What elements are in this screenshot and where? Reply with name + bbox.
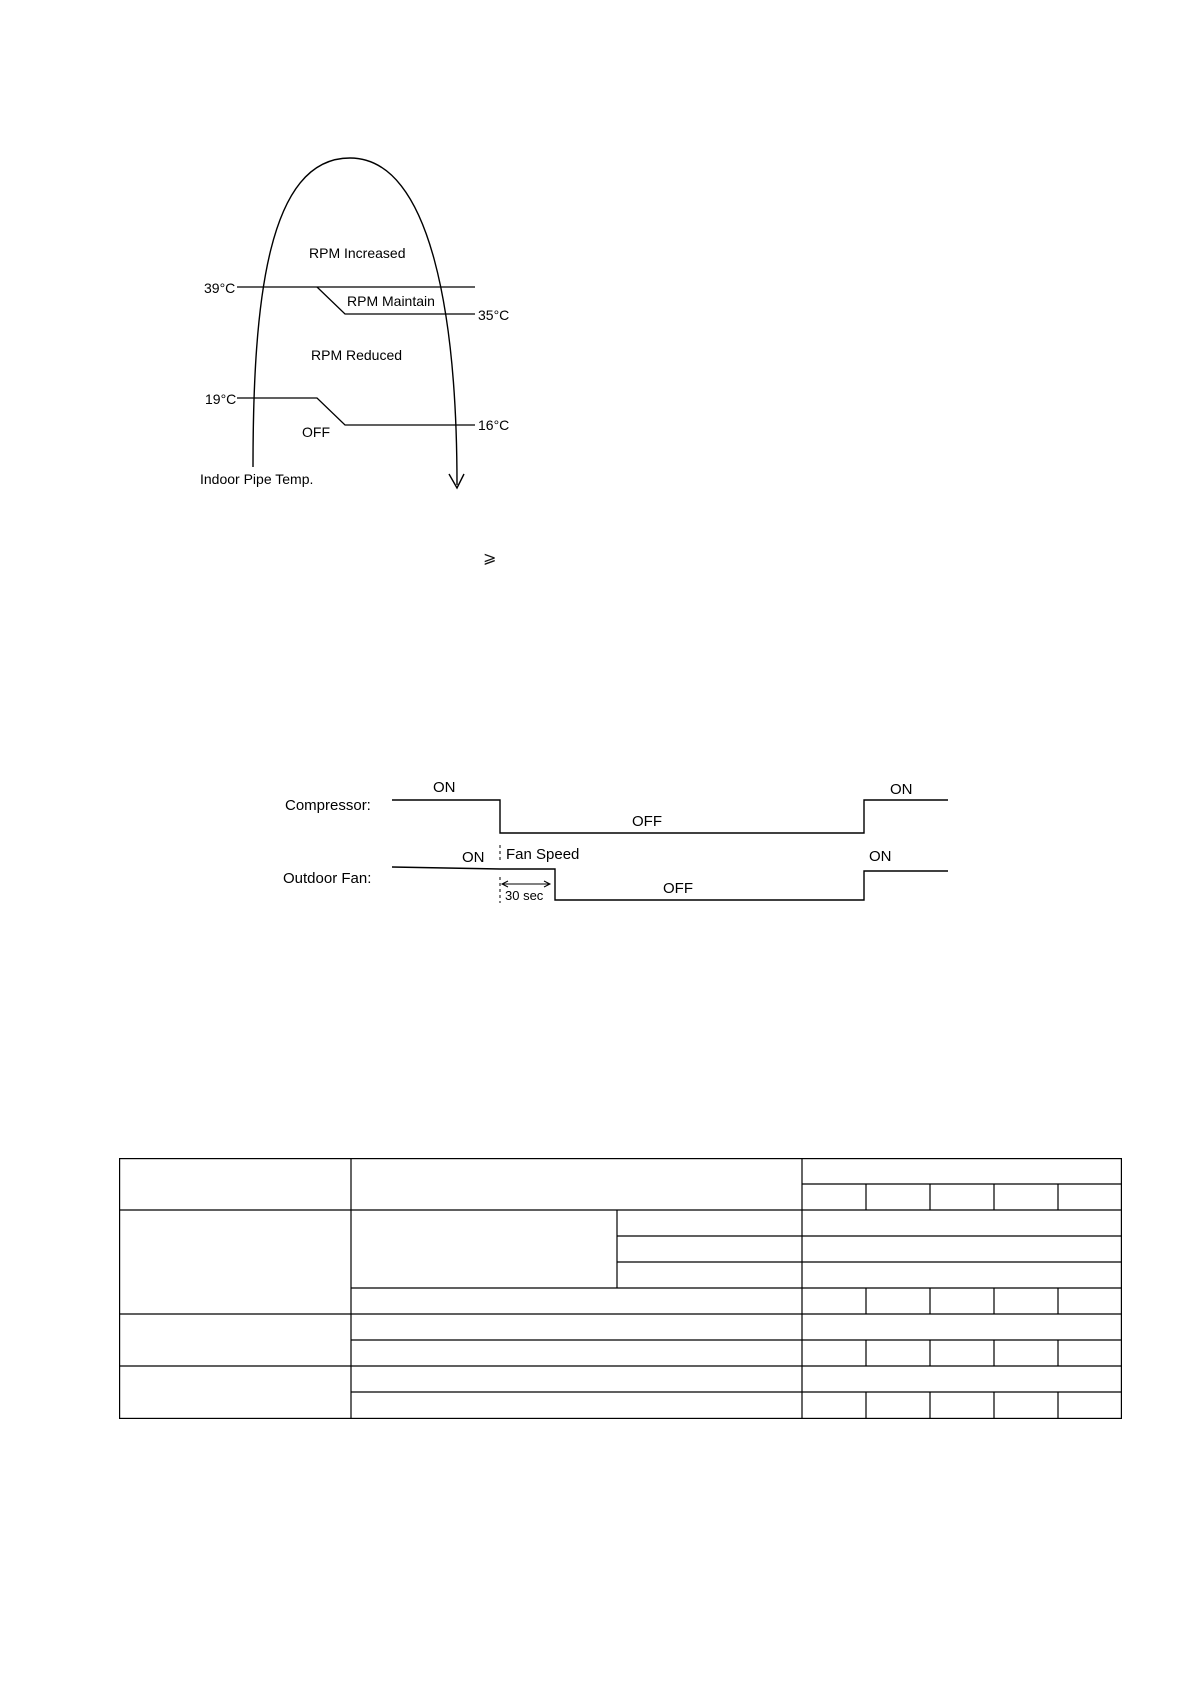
threshold-19-label: 19°C xyxy=(205,391,237,407)
threshold-39-label: 39°C xyxy=(204,280,236,296)
delay-label: 30 sec xyxy=(505,888,544,903)
compressor-off-label: OFF xyxy=(632,813,662,830)
threshold-16-label: 16°C xyxy=(478,417,510,433)
threshold-line-19-16 xyxy=(237,398,475,425)
compressor-fan-timing-diagram xyxy=(270,765,970,915)
compressor-label: Compressor: xyxy=(285,797,371,814)
stray-symbol: ⩾ xyxy=(483,550,497,567)
outdoor-fan-off-label: OFF xyxy=(663,880,693,897)
rpm-reduced-label: RPM Reduced xyxy=(311,347,403,363)
off-label: OFF xyxy=(302,424,330,440)
rpm-maintain-label: RPM Maintain xyxy=(347,293,435,309)
compressor-trace xyxy=(392,800,948,833)
outdoor-fan-on-again-label: ON xyxy=(869,848,892,865)
threshold-35-label: 35°C xyxy=(478,307,510,323)
rpm-increased-label: RPM Increased xyxy=(309,245,406,261)
temperature-arch-curve xyxy=(253,158,457,485)
spec-grid-table xyxy=(119,1158,1122,1419)
compressor-on-label: ON xyxy=(433,779,456,796)
compressor-on-again-label: ON xyxy=(890,781,913,798)
outdoor-fan-label: Outdoor Fan: xyxy=(283,870,372,887)
fan-speed-label: Fan Speed xyxy=(506,846,580,863)
indoor-pipe-temp-label: Indoor Pipe Temp. xyxy=(200,471,314,487)
outdoor-fan-on-label: ON xyxy=(462,849,485,866)
fan-rpm-curve-diagram xyxy=(0,0,1190,520)
